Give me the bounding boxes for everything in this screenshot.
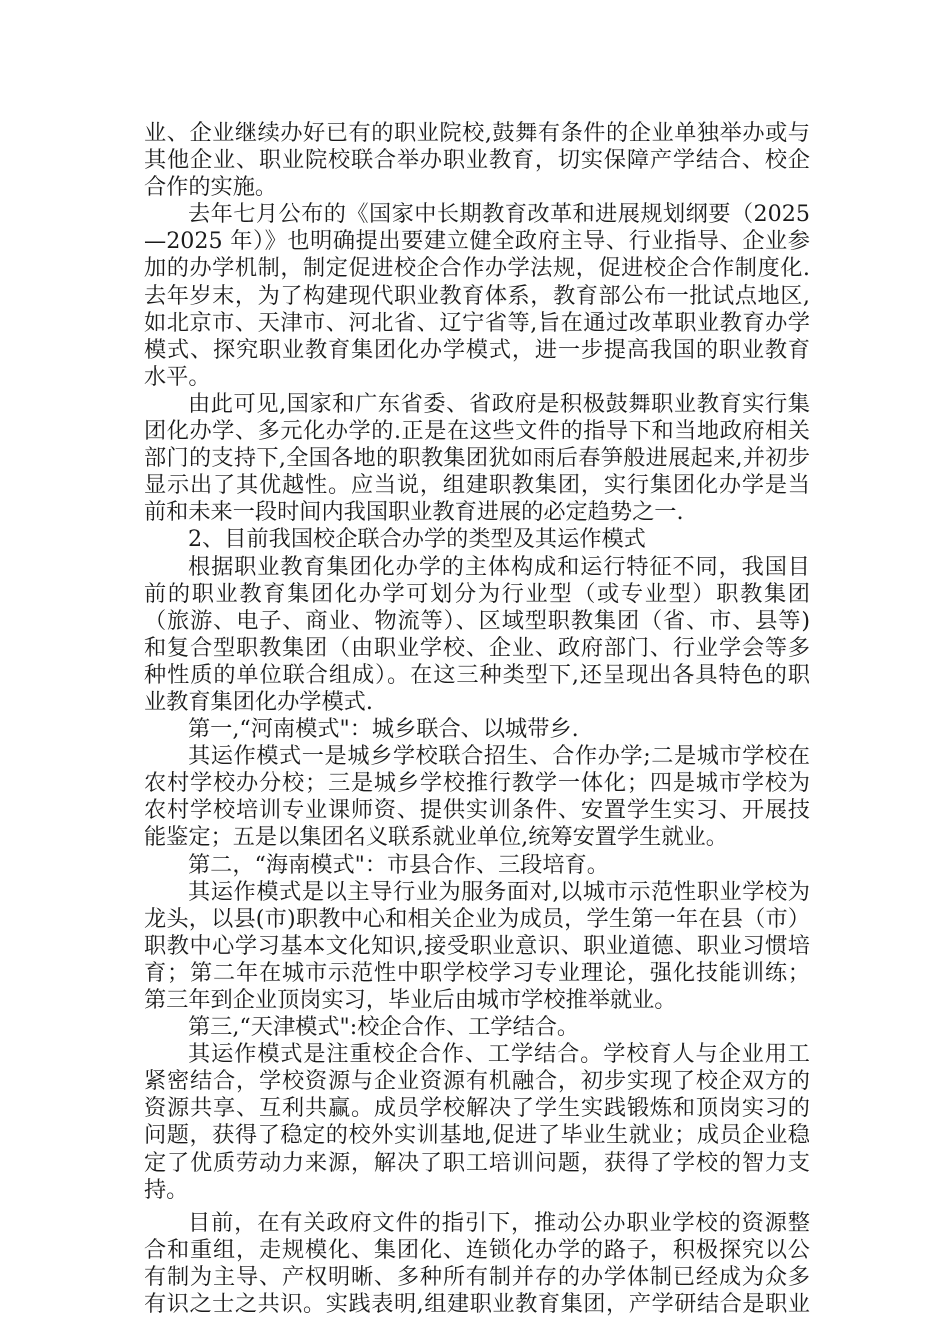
paragraph — [144, 391, 810, 526]
text-line: 问题，获得了稳定的校外实训基地,促进了毕业生就业；成员企业稳 — [144, 1122, 810, 1149]
text-line: 合和重组，走规模化、集团化、连锁化办学的路子，积极探究以公 — [144, 1236, 810, 1263]
text-line: 前和未来一段时间内我国职业教育进展的必定趋势之一. — [144, 499, 684, 526]
text-line: 其运作模式是以主导行业为服务面对,以城市示范性职业学校为 — [188, 878, 810, 905]
paragraph — [144, 1210, 810, 1318]
text-line: 职教中心学习基本文化知识,接受职业意识、职业道德、职业习惯培 — [144, 932, 810, 959]
paragraph — [144, 1041, 810, 1204]
text-line: 部门的支持下,全国各地的职教集团犹如雨后春笋般进展起来,并初步 — [144, 445, 810, 472]
text-line: 目前，在有关政府文件的指引下，推动公办职业学校的资源整 — [188, 1209, 810, 1236]
text-line: 资源共享、互利共赢。成员学校解决了学生实践锻炼和顶岗实习的 — [144, 1095, 810, 1122]
text-line: 团化办学、多元化办学的.正是在这些文件的指导下和当地政府相关 — [144, 418, 810, 445]
text-line: 根据职业教育集团化办学的主体构成和运行特征不同，我国目 — [188, 553, 810, 580]
text-line: 有识之士之共识。实践表明,组建职业教育集团，产学研结合是职业 — [144, 1291, 810, 1318]
text-line: 由此可见,国家和广东省委、省政府是积极鼓舞职业教育实行集 — [188, 390, 810, 417]
text-line: 能鉴定；五是以集团名义联系就业单位,统筹安置学生就业。 — [144, 824, 728, 851]
text-line: 紧密结合，学校资源与企业资源有机融合，初步实现了校企双方的 — [144, 1068, 810, 1095]
text-line: 定了优质劳动力来源，解决了职工培训问题，获得了学校的智力支 — [144, 1149, 810, 1176]
text-line: 合作的实施。 — [144, 174, 278, 201]
text-line: 持。 — [144, 1176, 189, 1203]
text-line: 其运作模式一是城乡学校联合招生、合作办学;二是城市学校在 — [188, 743, 810, 770]
model-heading — [144, 852, 810, 879]
text-line: 业、企业继续办好已有的职业院校,鼓舞有条件的企业单独举办或与 — [144, 120, 810, 146]
text-line: 种性质的单位联合组成）。在这三种类型下,还呈现出各具特色的职 — [144, 661, 810, 688]
text-line: 模式、探究职业教育集团化办学模式，进一步提高我国的职业教育 — [144, 336, 810, 363]
text-line: （旅游、电子、商业、物流等）、区域型职教集团（省、市、县等) — [144, 607, 810, 634]
paragraph — [144, 554, 810, 717]
text-line: 其他企业、职业院校联合举办职业教育，切实保障产学结合、校企 — [144, 147, 810, 174]
text-line: 去年岁末，为了构建现代职业教育体系，教育部公布一批试点地区, — [144, 282, 810, 309]
heading-text: 第二，“海南模式"：市县合作、三段培育。 — [188, 851, 609, 878]
text-line: 龙头，以县(市)职教中心和相关企业为成员，学生第一年在县（市） — [144, 905, 810, 932]
paragraph — [144, 743, 810, 851]
heading-text: 第三,“天津模式":校企合作、工学结合。 — [188, 1014, 580, 1041]
text-line: 业教育集团化办学模式. — [144, 688, 373, 715]
heading-text: 第一,“河南模式"：城乡联合、以城带乡. — [188, 716, 579, 743]
text-line: 第三年到企业顶岗实习，毕业后由城市学校推举就业。 — [144, 987, 677, 1013]
section-heading — [144, 526, 810, 553]
text-line: 显示出了其优越性。应当说，组建职教集团，实行集团化办学是当 — [144, 472, 810, 499]
text-line: 有制为主导、产权明晰、多种所有制并存的办学体制已经成为众多 — [144, 1263, 810, 1290]
paragraph — [144, 201, 810, 391]
text-line: 农村学校培训专业课师资、提供实训条件、安置学生实习、开展技 — [144, 797, 810, 824]
model-heading — [144, 1014, 810, 1041]
text-line: 育；第二年在城市示范性中职学校学习专业理论，强化技能训练； — [144, 959, 810, 986]
text-line: 加的办学机制，制定促进校企合作办学法规，促进校企合作制度化. — [144, 255, 810, 282]
text-line: 去年七月公布的《国家中长期教育改革和进展规划纲要（2025 — [188, 201, 810, 228]
paragraph — [144, 879, 810, 1014]
text-line: 前的职业教育集团化办学可划分为行业型（或专业型）职教集团 — [144, 580, 810, 607]
text-line: 如北京市、天津市、河北省、辽宁省等,旨在通过改革职业教育办学 — [144, 309, 810, 336]
model-heading — [144, 716, 810, 743]
document-page — [144, 120, 810, 1318]
text-line: 水平。 — [144, 363, 211, 390]
text-line: 其运作模式是注重校企合作、工学结合。学校育人与企业用工 — [188, 1041, 810, 1068]
text-line: 农村学校办分校；三是城乡学校推行教学一体化；四是城市学校为 — [144, 770, 810, 797]
text-line: —2025 年）》也明确提出要建立健全政府主导、行业指导、企业参 — [144, 228, 810, 255]
heading-text: 2、目前我国校企联合办学的类型及其运作模式 — [188, 526, 646, 553]
text-line: 和复合型职教集团（由职业学校、企业、政府部门、行业学会等多 — [144, 634, 810, 661]
paragraph — [144, 120, 810, 201]
